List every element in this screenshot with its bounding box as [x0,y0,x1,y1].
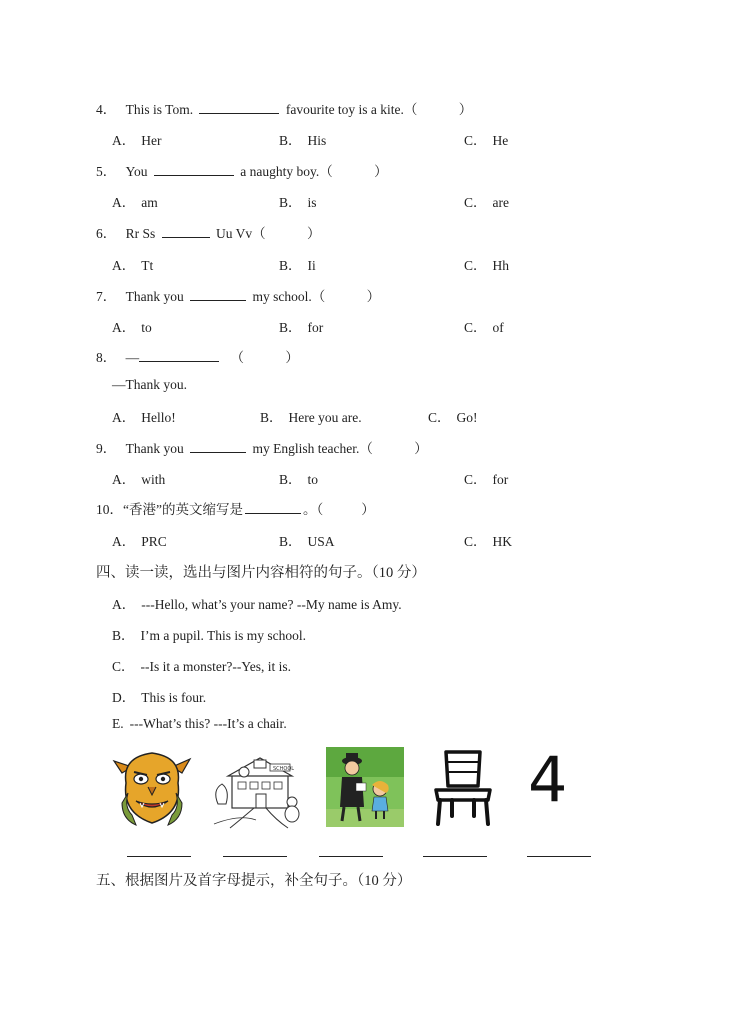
option-c[interactable]: C． for [464,472,509,487]
section-4-heading: 四、读一读，选出与图片内容相符的句子。（10 分） [96,565,426,581]
option-b[interactable]: B． for [279,320,324,335]
question-8: 8． — （ ） [96,350,299,365]
option-a[interactable]: A． Her [112,133,162,148]
option-b[interactable]: B． Here you are. [260,410,362,425]
option-c[interactable]: C． Hh [464,258,510,273]
option-b[interactable]: B． is [279,195,317,210]
answer-blank[interactable] [139,349,219,362]
question-4: 4． This is Tom. favourite toy is a kite.（ ） [96,102,473,117]
picture-answer-blank[interactable] [319,855,383,857]
sentence-b: B． I’m a pupil. This is my school. [112,628,307,643]
option-c[interactable]: C． of [464,320,504,335]
greeting-picture [326,747,404,827]
picture-answer-blank[interactable] [223,855,287,857]
question-7: 7． Thank you my school.（ ） [96,289,381,304]
picture-answer-blank[interactable] [423,855,487,857]
option-a[interactable]: A． Tt [112,258,154,273]
option-b[interactable]: B． to [279,472,319,487]
answer-blank[interactable] [245,501,301,514]
section-5-heading: 五、根据图片及首字母提示，补全句子。（10 分） [96,873,412,889]
option-a[interactable]: A． Hello! [112,410,176,425]
option-b[interactable]: B． USA [279,534,335,549]
answer-blank[interactable] [199,101,279,114]
sentence-d: D． This is four. [112,690,207,705]
picture-answer-blank[interactable] [527,855,591,857]
question-10: 10．“香港”的英文缩写是 。（ ） [96,502,375,517]
option-c[interactable]: C． Go! [428,410,478,425]
question-6: 6． Rr Ss Uu Vv（ ） [96,226,321,241]
answer-blank[interactable] [190,288,246,301]
option-c[interactable]: C． are [464,195,509,210]
svg-text:SCHOOL: SCHOOL [273,766,295,772]
option-a[interactable]: A． am [112,195,158,210]
chair-picture [428,746,498,828]
answer-blank[interactable] [190,440,246,453]
option-b[interactable]: B． Ii [279,258,316,273]
option-a[interactable]: A． PRC [112,534,167,549]
question-8-reply: —Thank you. [112,377,187,392]
answer-blank[interactable] [154,163,234,176]
school-picture [210,750,308,830]
question-5: 5． You a naughty boy.（ ） [96,164,388,179]
sentence-e: E. ---What’s this? ---It’s a chair. [112,716,287,731]
number-four-picture: 4 [528,743,568,816]
option-c[interactable]: C． HK [464,534,513,549]
option-a[interactable]: A． to [112,320,152,335]
option-c[interactable]: C． He [464,133,509,148]
monster-picture [112,743,192,829]
picture-answer-blank[interactable] [127,855,191,857]
sentence-a: A． ---Hello, what’s your name? --My name is Amy. [112,597,402,612]
sentence-c: C． --Is it a monster?--Yes, it is. [112,659,291,674]
question-9: 9． Thank you my English teacher.（ ） [96,441,428,456]
option-b[interactable]: B． His [279,133,327,148]
option-a[interactable]: A． with [112,472,166,487]
answer-blank[interactable] [162,225,210,238]
